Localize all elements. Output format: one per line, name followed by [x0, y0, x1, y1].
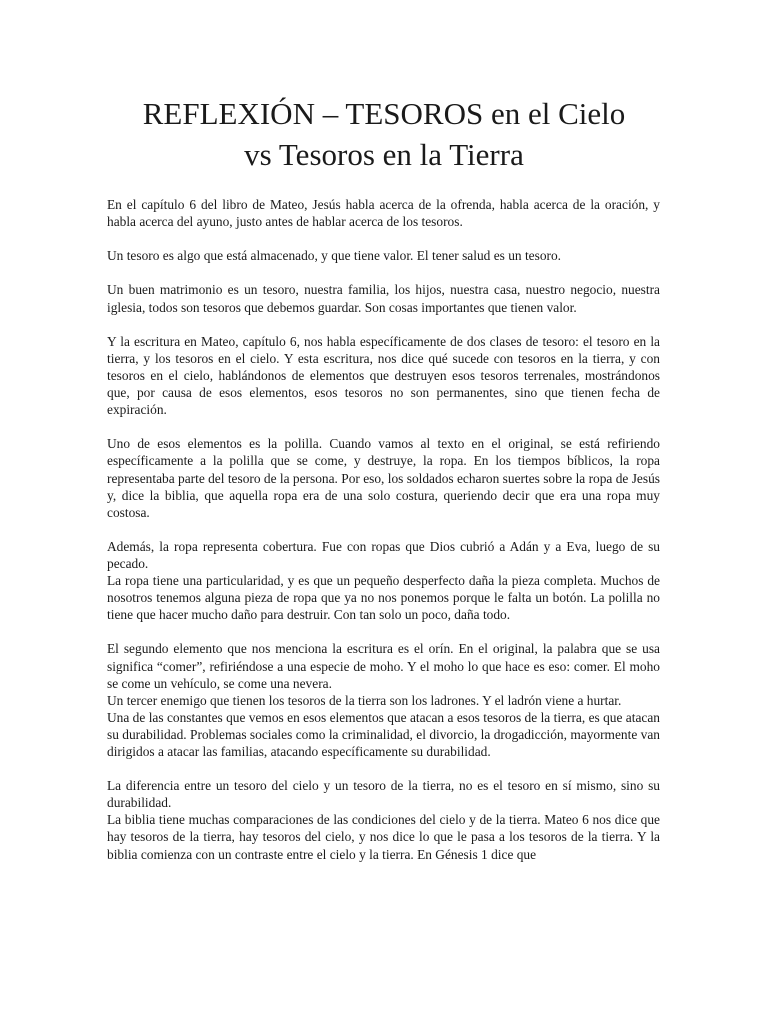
paragraph-orin: El segundo elemento que nos menciona la escritura es el orín. En el original, la palabra que se usa significa “comer”, refiriéndose a una especie de moho. Y el moho lo que hace es eso: comer. El moho se come un vehículo, se come una nevera. — [107, 641, 660, 691]
title-line-1: REFLEXIÓN – TESOROS en el Cielo — [142, 96, 626, 131]
paragraph-matrimonio: Un buen matrimonio es un tesoro, nuestra familia, los hijos, nuestra casa, nuestro negocio, nuestra iglesia, todos son tesoros que debemos guardar. Son cosas importantes que tienen valor. — [107, 282, 660, 315]
paragraph-mateo-6: Y la escritura en Mateo, capítulo 6, nos habla específicamente de dos clases de tesoro: el tesoro en la tierra, y los tesoros en el cielo. Y esta escritura, nos dice qué sucede con tesoros en la tierra, y con tesoros en el cielo, hablándonos de elementos que destruyen esos tesoros terrenales, mostrándonos que, por causa de esos elementos, esos tesoros no son permanentes, sino que tienen fecha de expiración. — [107, 333, 660, 418]
paragraph-ofrenda: En el capítulo 6 del libro de Mateo, Jesús habla acerca de la ofrenda, habla acerca de la oración, y habla acerca del ayuno, justo antes de hablar acerca de los tesoros. — [107, 197, 660, 230]
paragraph-definicion-tesoro: Un tesoro es algo que está almacenado, y que tiene valor. El tener salud es un tesoro. — [107, 248, 562, 264]
paragraph-comparaciones: La biblia tiene muchas comparaciones de las condiciones del cielo y de la tierra. Mateo 6 nos dice que hay tesoros de la tierra, hay tesoros del cielo, y nos dice lo que le pasa a los tesoros de la tierra. Y la biblia comienza con un contraste entre el cielo y la tierra. En Génesis 1 dice que — [107, 812, 660, 862]
paragraph-particularidad: La ropa tiene una particularidad, y es que un pequeño desperfecto daña la pieza completa. Muchos de nosotros tenemos alguna pieza de ropa que ya no nos ponemos porque le falta un botón. La polilla no tiene que hacer mucho daño para destruir. Con tan solo un poco, daña todo. — [107, 573, 660, 623]
paragraph-ladrones: Un tercer enemigo que tienen los tesoros de la tierra son los ladrones. Y el ladrón viene a hurtar. — [107, 692, 622, 708]
title-line-2: vs Tesoros en la Tierra — [244, 137, 524, 172]
document-title — [100, 93, 668, 175]
document-body — [107, 196, 660, 863]
paragraph-diferencia: La diferencia entre un tesoro del cielo y un tesoro de la tierra, no es el tesoro en sí mismo, sino su durabilidad. — [107, 778, 660, 811]
paragraph-durabilidad: Una de las constantes que vemos en esos elementos que atacan a esos tesoros de la tierra, es que atacan su durabilidad. Problemas sociales como la criminalidad, el divorcio, la drogadicción, mayormente van dirigidos a atacar las familias, atacando específicamente su durabilidad. — [107, 709, 660, 759]
paragraph-polilla: Uno de esos elementos es la polilla. Cuando vamos al texto en el original, se está refiriendo específicamente a la polilla que se come, y destruye, la ropa. En los tiempos bíblicos, la ropa representaba parte del tesoro de la persona. Por eso, los soldados echaron suertes sobre la ropa de Jesús y, dice la biblia, que aquella ropa era de una solo costura, queriendo decir que era una ropa muy costosa. — [107, 436, 660, 520]
paragraph-cobertura: Además, la ropa representa cobertura. Fue con ropas que Dios cubrió a Adán y a Eva, luego de su pecado. — [107, 538, 660, 571]
